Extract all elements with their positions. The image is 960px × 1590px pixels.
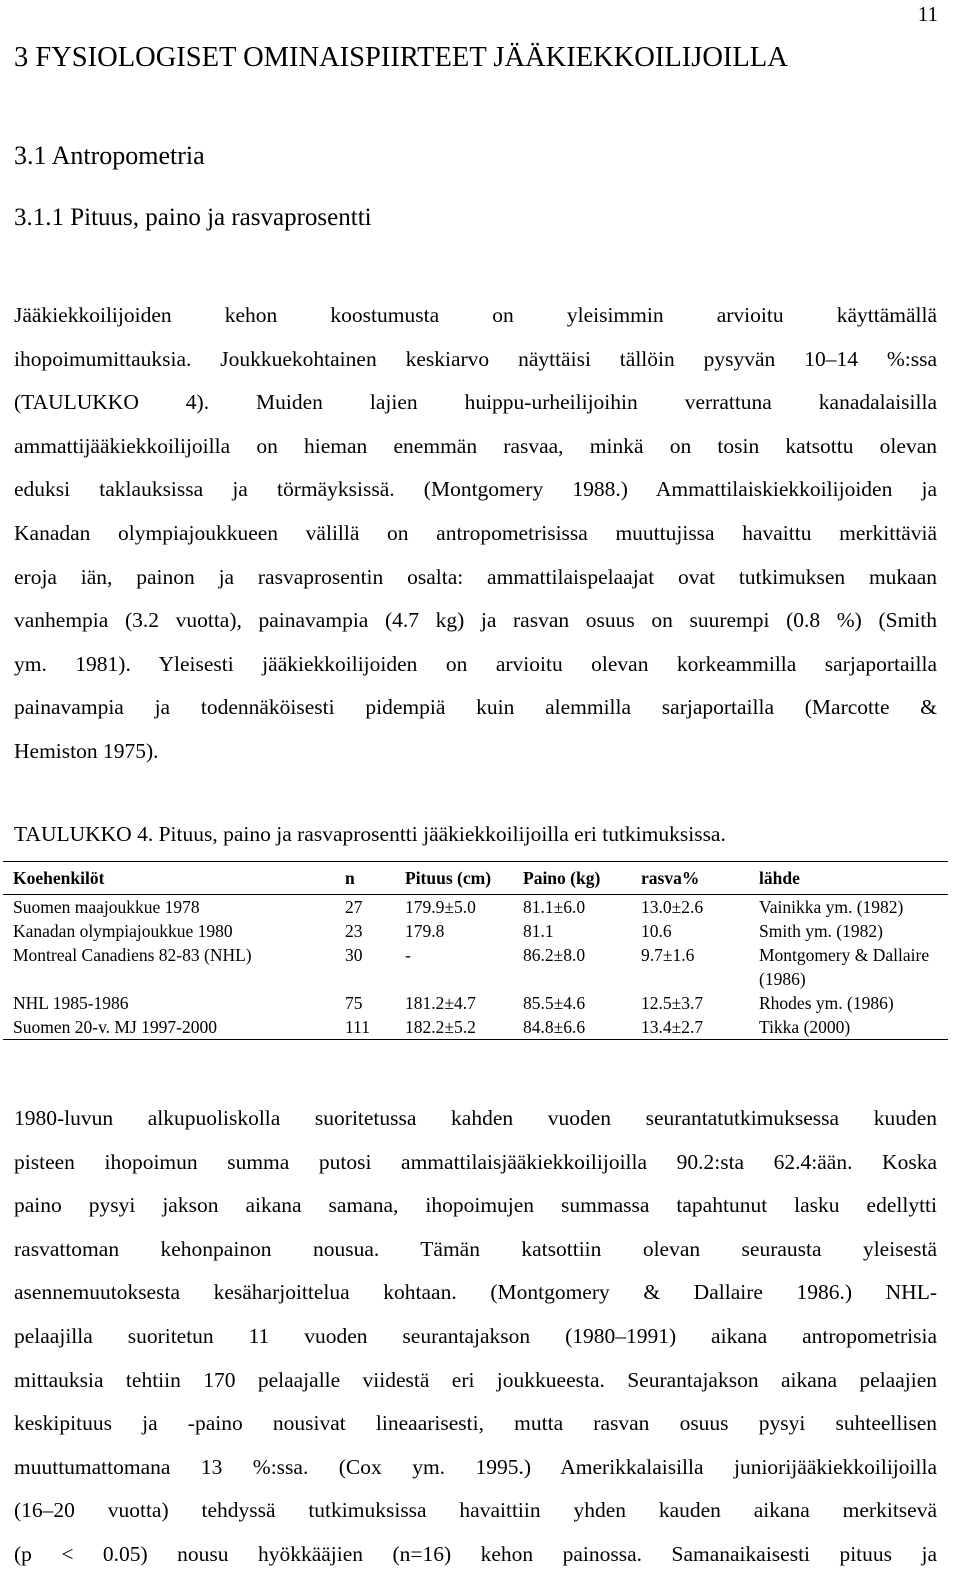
table-row — [3, 943, 948, 991]
table-cell: 23 — [345, 921, 363, 941]
table-cell: 179.8 — [405, 921, 445, 941]
table-cell: 84.8±6.6 — [513, 1015, 631, 1040]
column-header: n — [335, 862, 395, 895]
text-line: keskipituus ja -paino nousivat lineaarisesti, mutta rasvan osuus pysyi suhteellisen — [14, 1411, 937, 1436]
table-cell: 81.1±6.0 — [523, 897, 586, 917]
column-header: Koehenkilöt — [3, 862, 335, 895]
table-row — [3, 919, 948, 943]
column-header: Pituus (cm) — [395, 862, 513, 895]
text-line: pelaajilla suoritetun 11 vuoden seurantajakson (1980–1991) aikana antropometrisia — [14, 1323, 937, 1348]
text-line: (TAULUKKO 4). Muiden lajien huippu-urheilijoihin verrattuna kanadalaisilla — [14, 390, 937, 415]
table-cell: 30 — [345, 945, 363, 965]
text-line: ammattijääkiekkoilijoilla on hieman enemmän rasvaa, minkä on tosin katsottu olevan — [14, 433, 937, 458]
text-line: asennemuutoksesta kesäharjoittelua kohtaan. (Montgomery & Dallaire 1986.) NHL- — [14, 1280, 937, 1305]
table-caption: TAULUKKO 4. Pituus, paino ja rasvaprosentti jääkiekkoilijoilla eri tutkimuksissa. — [14, 822, 726, 846]
text-line: (p < 0.05) nousu hyökkääjien (n=16) kehon painossa. Samanaikaisesti pituus ja — [14, 1541, 937, 1566]
text-line: paino pysyi jakson aikana samana, ihopoimujen summassa tapahtunut lasku edellytti — [14, 1193, 937, 1218]
text-line: (16–20 vuotta) tehdyssä tutkimuksissa havaittiin yhden kauden aikana merkitsevä — [14, 1498, 937, 1523]
text-line: pisteen ihopoimun summa putosi ammattilaisjääkiekkoilijoilla 90.2:sta 62.4:ään. Koska — [14, 1149, 937, 1174]
table-cell: 181.2±4.7 — [405, 993, 476, 1013]
text-line: mittauksia tehtiin 170 pelaajalle viidestä eri joukkueesta. Seurantajakson aikana pelaajien — [14, 1367, 937, 1392]
table-cell: 111 — [335, 1015, 395, 1040]
table-row — [3, 895, 948, 920]
text-line: ihopoimumittauksia. Joukkuekohtainen keskiarvo näyttäisi tällöin pysyvän 10–14 %:ssa — [14, 346, 937, 371]
table-cell: Smith ym. (1982) — [759, 921, 883, 941]
table-cell: 75 — [345, 993, 363, 1013]
table-cell: NHL 1985-1986 — [13, 993, 129, 1013]
body-paragraph-1 — [14, 294, 937, 774]
table-cell: Vainikka ym. (1982) — [759, 897, 904, 917]
body-paragraph-2 — [14, 1097, 937, 1577]
table-cell: 13.4±2.7 — [631, 1015, 749, 1040]
table-row — [3, 991, 948, 1015]
table-cell: 10.6 — [641, 921, 672, 941]
section-heading: 3.1 Antropometria — [14, 141, 205, 170]
text-line: eroja iän, painon ja rasvaprosentin osalta: ammattilaispelaajat ovat tutkimuksen mukaan — [14, 564, 937, 589]
table-cell: 182.2±5.2 — [395, 1015, 513, 1040]
table-row — [3, 1015, 948, 1040]
text-line: vanhempia (3.2 vuotta), painavampia (4.7 kg) ja rasvan osuus on suurempi (0.8 %) (Smith — [14, 608, 937, 633]
text-line: ym. 1981). Yleisesti jääkiekkoilijoiden on arvioitu olevan korkeammilla sarjaportailla — [14, 651, 937, 676]
table-cell: Suomen maajoukkue 1978 — [13, 897, 200, 917]
table-cell: - — [405, 945, 411, 965]
table-cell: 12.5±3.7 — [641, 993, 704, 1013]
text-line: painavampia ja todennäköisesti pidempiä kuin alemmilla sarjaportailla (Marcotte & — [14, 695, 937, 720]
column-header: rasva% — [631, 862, 749, 895]
table-cell: Montgomery & Dallaire (1986) — [759, 945, 930, 989]
text-line: rasvattoman kehonpainon nousua. Tämän katsottiin olevan seurausta yleisestä — [14, 1236, 937, 1261]
column-header: lähde — [749, 862, 948, 895]
text-line: Jääkiekkoilijoiden kehon koostumusta on yleisimmin arvioitu käyttämällä — [14, 303, 937, 327]
table-cell: Montreal Canadiens 82-83 (NHL) — [13, 945, 252, 965]
text-line: muuttumattomana 13 %:ssa. (Cox ym. 1995.) Amerikkalaisilla juniorijääkiekkoilijoilla — [14, 1454, 937, 1479]
table-cell: Kanadan olympiajoukkue 1980 — [13, 921, 233, 941]
chapter-heading: 3 FYSIOLOGISET OMINAISPIIRTEET JÄÄKIEKKOILIJOILLA — [14, 42, 788, 73]
data-table — [3, 861, 948, 1040]
table-cell: Tikka (2000) — [749, 1015, 948, 1040]
table-cell: 86.2±8.0 — [523, 945, 586, 965]
table-cell: 81.1 — [523, 921, 554, 941]
table-cell: Suomen 20-v. MJ 1997-2000 — [3, 1015, 335, 1040]
table-cell: Rhodes ym. (1986) — [759, 993, 894, 1013]
table-cell: 85.5±4.6 — [523, 993, 586, 1013]
column-header: Paino (kg) — [513, 862, 631, 895]
table-cell: 27 — [345, 897, 363, 917]
text-line: Hemiston 1975). — [14, 738, 159, 763]
table-cell: 179.9±5.0 — [405, 897, 476, 917]
text-line: eduksi taklauksissa ja törmäyksissä. (Montgomery 1988.) Ammattilaiskiekkoilijoiden ja — [14, 477, 937, 502]
subsection-heading: 3.1.1 Pituus, paino ja rasvaprosentti — [14, 204, 372, 231]
text-line: Kanadan olympiajoukkueen välillä on antropometrisissa muuttujissa havaittu merkittäviä — [14, 520, 937, 545]
table-cell: 13.0±2.6 — [641, 897, 704, 917]
page-number: 11 — [917, 2, 938, 26]
table-cell: 9.7±1.6 — [641, 945, 695, 965]
text-line: 1980-luvun alkupuoliskolla suoritetussa kahden vuoden seurantatutkimuksessa kuuden — [14, 1106, 937, 1130]
table-header-row — [3, 862, 948, 895]
